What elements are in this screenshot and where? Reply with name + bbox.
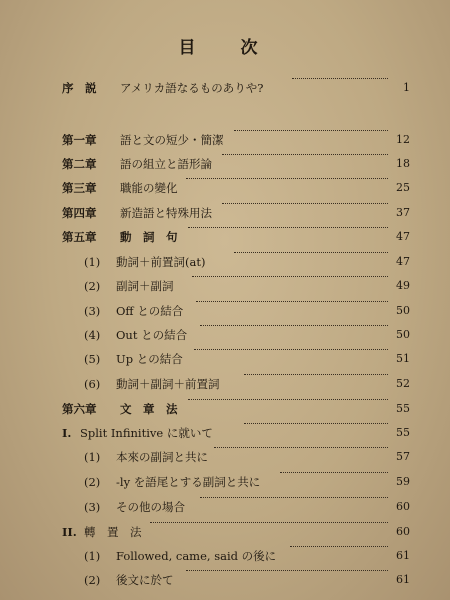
toc-label: (1) [84,450,101,464]
toc-text: Up との結合 [116,352,183,366]
toc-text: その他の場合 [116,500,185,514]
toc-label: 第二章 [62,157,97,171]
page-title: 目 次 [178,38,272,58]
toc-page-number: 61 [396,573,410,586]
toc-text: Off との結合 [116,304,184,318]
toc-page-number: 50 [396,304,410,317]
toc-leader [194,349,388,350]
toc-label: (2) [84,279,101,293]
toc-page-number: 55 [396,402,410,415]
toc-label: (5) [84,352,101,366]
toc-entry [0,522,450,542]
toc-entry [0,301,450,321]
toc-entry [0,252,450,272]
toc-label: (3) [84,500,101,514]
toc-leader [280,472,388,473]
toc-text: Out との結合 [116,328,188,342]
toc-entry [0,399,450,419]
toc-leader [214,447,388,448]
toc-label: 序 説 [62,81,97,95]
toc-text: 後文に於て [116,573,174,587]
toc-page-number: 55 [396,426,410,439]
toc-page-number: 37 [396,206,410,219]
toc-leader [150,522,388,523]
toc-page-number: 51 [396,352,410,365]
toc-entry [0,497,450,517]
toc-page-number: 59 [396,475,410,488]
toc-leader [290,546,388,547]
toc-text: 語の組立と語形論 [120,157,212,171]
toc-entry [0,423,450,443]
toc-entry [0,178,450,198]
toc-entry [0,374,450,394]
toc-page-number: 1 [403,81,410,94]
toc-text: 動 詞 句 [120,230,178,244]
toc-entry [0,276,450,296]
toc-label: (2) [84,573,101,587]
toc-entry [0,203,450,223]
toc-leader [292,78,388,79]
toc-text: アメリカ語なるものありや? [120,81,264,95]
toc-leader [186,178,388,179]
toc-page-number: 12 [396,133,410,146]
toc-label: (4) [84,328,101,342]
toc-text: 本來の副詞と共に [116,450,208,464]
toc-leader [234,252,388,253]
toc-text: Split Infinitive に就いて [80,426,213,440]
toc-entry [0,154,450,174]
toc-label: (6) [84,377,101,391]
toc-label: II. [62,525,77,539]
toc-leader [200,325,388,326]
toc-label: (3) [84,304,101,318]
toc-leader [222,154,388,155]
toc-page-number: 47 [396,255,410,268]
toc-text: 文 章 法 [120,402,178,416]
toc-label: I. [62,426,72,440]
toc-page-number: 52 [396,377,410,390]
toc-leader [196,301,388,302]
toc-text: 動詞＋前置詞(at) [116,255,206,269]
toc-label: 第五章 [62,230,97,244]
toc-label: (2) [84,475,101,489]
toc-page-number: 60 [396,525,410,538]
toc-label: (1) [84,255,101,269]
toc-entry [0,546,450,566]
toc-leader [188,227,388,228]
toc-leader [222,203,388,204]
toc-leader [188,399,388,400]
toc-label: 第四章 [62,206,97,220]
toc-label: (1) [84,549,101,563]
toc-page-number: 57 [396,450,410,463]
toc-entry [0,447,450,467]
toc-entry [0,130,450,150]
toc-text: 語と文の短少・簡潔 [120,133,224,147]
toc-entry [0,349,450,369]
toc-page-number: 61 [396,549,410,562]
toc-text: 轉 置 法 [84,525,142,539]
toc-label: 第三章 [62,181,97,195]
toc-page-number: 18 [396,157,410,170]
toc-leader [244,423,388,424]
toc-leader [200,497,388,498]
toc-leader [234,130,388,131]
toc-page-number: 25 [396,181,410,194]
toc-leader [192,276,388,277]
toc-leader [244,374,388,375]
toc-text: 職能の變化 [120,181,178,195]
toc-text: 動詞＋副詞＋前置詞 [116,377,220,391]
toc-text: Followed, came, said の後に [116,549,277,563]
toc-page-number: 60 [396,500,410,513]
toc-label: 第一章 [62,133,97,147]
toc-page-number: 49 [396,279,410,292]
toc-entry [0,325,450,345]
toc-entry [0,570,450,590]
toc-text: 副詞＋副詞 [116,279,174,293]
toc-entry [0,78,450,98]
toc-page-number: 47 [396,230,410,243]
toc-text: 新造語と特殊用法 [120,206,212,220]
toc-page-number: 50 [396,328,410,341]
toc-label: 第六章 [62,402,97,416]
toc-entry [0,472,450,492]
toc-leader [186,570,388,571]
toc-entry [0,227,450,247]
toc-text: -ly を語尾とする副詞と共に [116,475,261,489]
